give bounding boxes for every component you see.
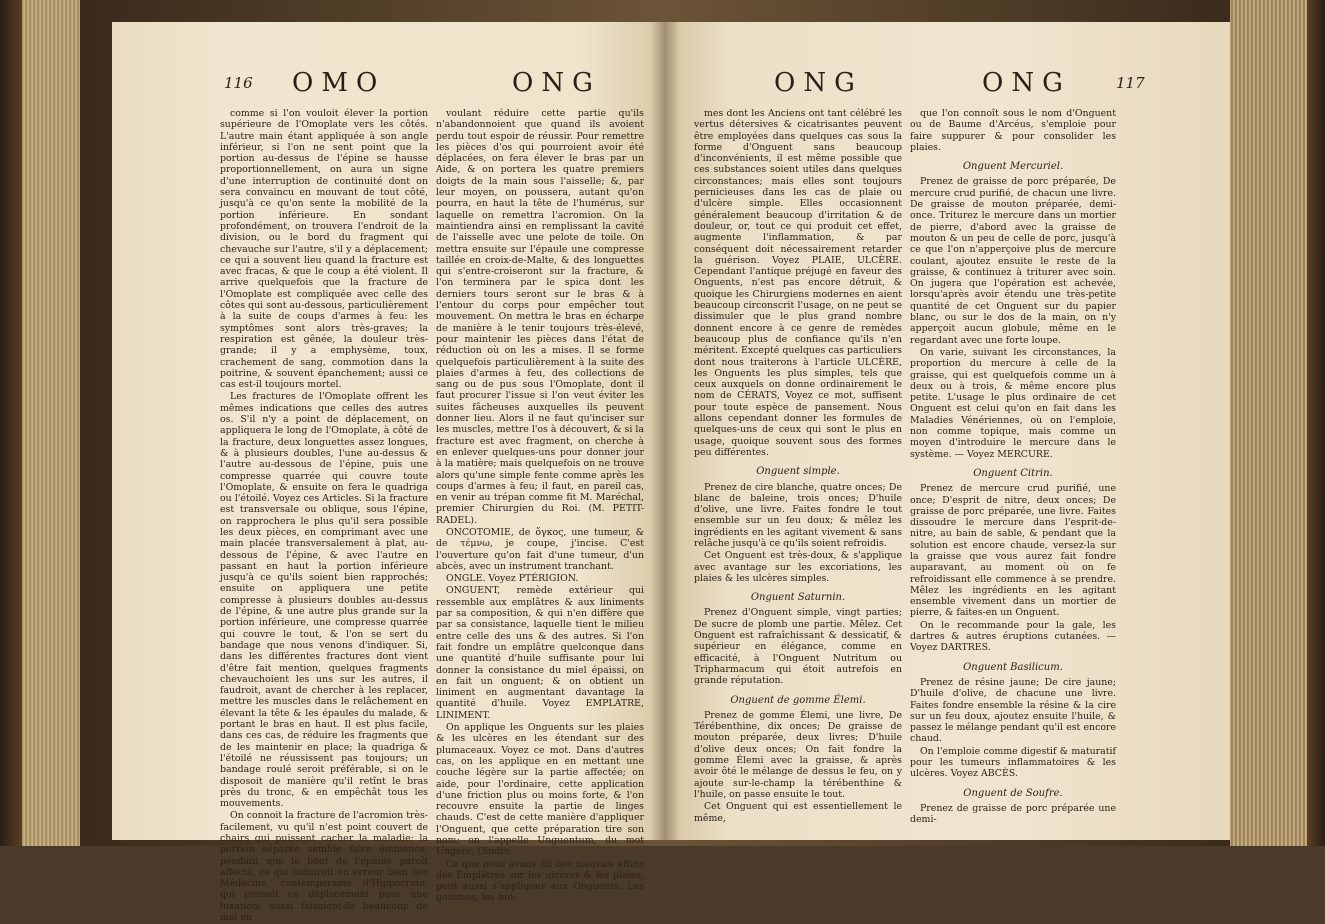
paragraph: que l'on connoît sous le nom d'Onguent ou de Baume d'Arcéus, s'emploie pour faire suppurer & pour consolider les plaies. xyxy=(910,108,1116,153)
section-title: Onguent simple. xyxy=(756,466,840,478)
paragraph: Cet Onguent est très-doux, & s'applique avec avantage sur les excoriations, les plaies & les ulcères simples. xyxy=(694,550,902,584)
recipe: Prenez de résine jaune; De cire jaune; D'huile d'olive, de chacune une livre. Faites fondre ensemble la résine & la cire sur un feu doux, ajoutez ensuite l'huile, & passez le mélange pendant qu'il est encore chaud. xyxy=(910,676,1116,745)
binding-right xyxy=(1307,0,1325,846)
paragraph: mes dont les Anciens ont tant célébré les vertus détersives & cicatrisantes peuvent être employées dans quelques cas sous la forme d'Onguent sans beaucoup d'inconvénients, il est même possible que ces substances soient utiles dans quelques circonstances; mais elles sont toujours pernicieuses dans les cas de plaie ou d'ulcère simple. Elles occasionnent généralement beaucoup d'irritation & de douleur, or, tout ce qui produit cet effet, augmente l'inflammation, & par conséquent doit nécessairement retarder la guérison. Voyez PLAIE, ULCÈRE. Cependant l'antique préjugé en faveur des Onguents, n'est pas encore détruit, & quoique les Chirurgiens modernes en aient beaucoup circonscrit l'usage, on ne peut se dissimuler que le plus grand nombre donnent encore à ce genre de remèdes beaucoup plus de confiance qu'ils n'en méritent. Excepté quelques cas particuliers dont nous traiterons à l'article ULCÈRE, les Onguents les plus simples, tels que ceux auxquels on donne ordinairement le nom de CÉRATS, Voyez ce mot, suffisent pour toute espèce de pansement. Nous allons cependant donner les formules de quelques-uns de ceux qui sont le plus en usage, quoique souvent sous des formes peu différentes. xyxy=(694,108,902,458)
gutter-shadow xyxy=(650,22,680,840)
recipe: Prenez d'Onguent simple, vingt parties; De sucre de plomb une partie. Mêlez. Cet Onguent est rafraîchissant & dessicatif, & supérieur en élégance, comme en efficacité, à l'Onguent Nutritum ou Tripharmacum qui étoit autrefois en grande réputation. xyxy=(694,607,902,687)
running-head-right-2: ONG xyxy=(982,68,1071,98)
paragraph: On varie, suivant les circonstances, la proportion du mercure à celle de la graisse, qui est quelquefois comme un à deux ou à trois, & même encore plus petite. L'usage le plus ordinaire de cet Onguent est celui qu'on en fait dans les Maladies Vénériennes, où on l'emploie, non comme topique, mais comme un moyen d'introduire le mercure dans le système. — Voyez MERCURE. xyxy=(910,346,1116,460)
recipe: Prenez de graisse de porc préparée une demi- xyxy=(910,802,1116,826)
paragraph: Ce que nous avons dit des mauvais effets des Emplâtres sur les ulcères & les plaies, peut aussi s'appliquer aux Onguents. Les gommes, les hui- xyxy=(436,858,644,904)
paragraph: ONGLE. Voyez PTÉRIGION. xyxy=(446,573,579,585)
left-column-2 xyxy=(436,108,644,905)
section-title: Onguent Citrin. xyxy=(973,467,1053,479)
paragraph: On l'emploie comme digestif & maturatif pour les tumeurs inflammatoires & les ulcères. Voyez ABCÈS. xyxy=(910,745,1116,780)
paragraph: On applique les Onguents sur les plaies & les ulcères en les étendant sur des plumaceaux. Voyez ce mot. Dans d'autres cas, on les applique en en mettant une couche légère sur la partie affectée; on aide, pour l'ordinaire, cette application d'une friction plus ou moins forte, & l'on recouvre ensuite la partie de linges chauds. C'est de cette manière d'appliquer l'Onguent, que cette préparation tire son nom; on l'appelle Unguentum, du mot Ungere, Oindre. xyxy=(436,722,644,858)
left-page xyxy=(112,22,664,924)
paragraph: ONCOTOMIE, de ὄγκος, une tumeur, & de τέμνω, je coupe, j'incise. C'est l'ouverture qu'on fait d'une tumeur, d'un abcès, avec un instrument tranchant. xyxy=(436,526,644,572)
recipe: Prenez de graisse de porc préparée, De mercure crud purifié, de chacun une livre. De graisse de mouton préparée, demi-once. Triturez le mercure dans un mortier de pierre, d'abord avec la graisse de mouton & un peu de celle de porc, jusqu'à ce que l'on n'apperçoive plus de mercure coulant, ajoutez ensuite le reste de la graisse, & continuez à triturer avec soin. On jugera que l'opération est achevée, lorsqu'après avoir étendu une très-petite quantité de cet Onguent sur du papier blanc, ou sur le dos de la main, on n'y apperçoit aucun globule, même en le regardant avec une forte loupe. xyxy=(910,176,1116,346)
recipe: Prenez de mercure crud purifié, une once; D'esprit de nitre, deux onces; De graisse de porc préparée, une livre. Faites dissoudre le mercure dans l'esprit-de-nitre, au bain de sable, & pendant que la solution est encore chaude, versez-la sur la graisse que vous aurez fait fondre auparavant, au moment où on fe refroidissant elle commence à se prendre. Mêlez les ingrédients en les agitant ensemble vivement dans un mortier de pierre, & faites-en un Onguent. xyxy=(910,483,1116,619)
section-title: Onguent Basilicum. xyxy=(963,661,1063,673)
right-column-1 xyxy=(694,108,902,825)
binding-left xyxy=(0,0,22,846)
section-title: Onguent de Soufre. xyxy=(963,787,1063,799)
paragraph: On le recommande pour la gale, les dartres & autres éruptions cutanées. — Voyez DARTRES. xyxy=(910,619,1116,654)
section-title: Onguent de gomme Élemi. xyxy=(730,694,866,706)
paragraph: voulant réduire cette partie qu'ils n'abandonnoient que quand ils avoient perdu tout espoir de réussir. Pour remettre les pièces d'os qui pourroient avoir été déplacées, on fera élever le bras par un Aide, & on portera les quatre premiers doigts de la main sous l'aisselle; &, par leur moyen, on poussera, autant qu'on pourra, en haut la tête de l'humérus, sur laquelle on remettra l'acromion. On la maintiendra ainsi en remplissant la cavité de l'aisselle avec une pelote de toile. On mettra ensuite sur l'épaule une compresse taillée en croix-de-Malte, & des longuettes qui s'entre-croiseront sur la fracture, & l'on terminera par le spica dont les derniers tours seront sur le bras & à l'entour du corps pour empêcher tout mouvement. On mettra le bras en écharpe de manière à le tenir toujours très-élevé, pour maintenir les pièces dans l'état de réduction où on les a mises. Il se forme quelquefois particulièrement à la suite des plaies d'armes à feu, des collections de sang ou de pus sous l'Omoplate, dont il faut procurer l'issue si l'on veut éviter les suites fâcheuses auxquelles ils peuvent donner lieu. Alors il ne faut qu'inciser sur les muscles, mettre l'os à découvert, & si la fracture est avec fragment, on cherche à en enlever quelques-uns pour donner jour à la matière; mais quelquefois on ne trouve alors qu'une simple fente comme après les coups d'armes à feu; il faut, en pareil cas, en venir au trépan comme fit M. Maréchal, premier Chirurgien du Roi. (M. PETIT-RADEL). xyxy=(436,108,644,526)
running-head-right-1: ONG xyxy=(774,68,863,98)
right-page xyxy=(664,22,1230,840)
paragraph: Les fractures de l'Omoplate offrent les mêmes indications que celles des autres os. S'il n'y a point de déplacement, on appliquera le long de l'Omoplate, à côté de la fracture, deux longuettes assez longues, & à plusieurs doubles, l'une au-dessus & l'autre au-dessous de l'épine, puis une compresse quarrée qui couvre toute l'Omoplate, & ensuite on fera le quadriga ou l'étoilé. Voyez ces Articles. Si la fracture est transversale ou oblique, sous l'épine, on rapprochera le plus qu'il sera possible les deux pièces, en comprimant avec une main placée transversalement à plat, au-dessous de l'épine, & avec l'autre en passant en haut la portion inférieure jusqu'à ce qu'ils soient bien rapprochés; ensuite on appliquera une petite compresse à plusieurs doubles au-dessus de l'épine, & une autre plus grande sur la portion inférieure, une compresse quarrée qui couvre le tout, & l'on se sert du bandage que nous venons d'indiquer. Si, dans les différentes fractures dont vient d'être fait mention, quelques fragments chevauchoient les uns sur les autres, il faudroit, avant de chercher à les replacer, mettre les muscles dans le relâchement en élevant la tête & les épaules du malade, & portant le bras en haut. Il est plus facile, dans ces cas, de réduire les fragments que de les maintenir en place; la quadriga & l'étoilé ne réussissent pas toujours; un bandage roulé seroit préférable, si on le disposoit de manière qu'il retînt le bras près du tronc, & en empêchât tous les mouvements. xyxy=(220,391,428,810)
section-title: Onguent Mercuriel. xyxy=(962,161,1064,173)
paragraph: On connoit la fracture de l'acromion très-facilement, vu qu'il n'est point couvert de chairs qui puissent cacher la maladie; la portion séparée semble faire éminence, pendant que le bout de l'épaule paroît affecté, ce qui induiroit en erreur bien des Médecins, contemporains d'Hippocrate, qui prenoit ce déplacement pour une luxation; aussi faisoient-ils beaucoup de mal en xyxy=(220,810,428,924)
paragraph: Cet Onguent qui est essentiellement le même, xyxy=(694,801,902,824)
running-head-left-1: OMO xyxy=(292,68,386,98)
paragraph: comme si l'on vouloit élever la portion supérieure de l'Omoplate vers les côtés. L'autre main étant appliquée à son angle inférieur, si l'on ne sent point que la portion au-dessus de l'épine se hausse proportionnellement, on aura un signe d'une interruption de continuité dont on sera convaincu en mouvant de tout côté, jusqu'à ce qu'on sente la mobilité de la portion inférieure. En sondant profondément, on trouvera l'endroit de la division, ou le bord du fragment qui chevauche sur l'autre, s'il y a déplacement; ce qui a souvent lieu quand la fracture est avec fracas, & que le coup a été violent. Il arrive quelquefois que la fracture de l'Omoplate est compliquée avec celle des côtes qui sont au-dessous, particulièrement à la suite de coups d'armes à feu: les symptômes sont alors très-graves; la respiration est gênée, la douleur très-grande; il y a emphysème, toux, crachement de sang, commotion dans la poitrine, & souvent épanchement; aussi ce cas est-il toujours mortel. xyxy=(220,108,428,391)
running-head-left-2: ONG xyxy=(512,68,601,98)
section-title: Onguent Saturnin. xyxy=(750,592,846,604)
page-number-right: 117 xyxy=(1116,74,1145,92)
left-column-1 xyxy=(220,108,428,924)
paragraph: ONGUENT, remède extérieur qui ressemble aux emplâtres & aux liniments par sa composition, & qui n'en diffère que par sa consistance, laquelle tient le milieu entre celle des uns & des autres. Si l'on fait fondre un emplâtre quelconque dans une quantité d'huile suffisante pour lui donner la consistance du miel épaissi, on en fait un onguent; & on obtient un liniment en augmentant davantage la quantité d'huile. Voyez EMPLATRE, LINIMENT. xyxy=(436,585,644,721)
recipe: Prenez de cire blanche, quatre onces; De blanc de baleine, trois onces; D'huile d'olive, une livre. Faites fondre le tout ensemble sur un feu doux; & mêlez les ingrédients en les agitant vivement & sans relâche jusqu'à ce qu'ils soient refroidis. xyxy=(694,481,902,549)
page-number-left: 116 xyxy=(224,74,253,92)
recipe: Prenez de gomme Élemi, une livre, De Térébenthine, dix onces; De graisse de mouton préparée, deux livres; D'huile d'olive deux onces; On fait fondre la gomme Élemi avec la graisse, & après avoir ôté le mélange de dessus le feu, on y ajoute sur-le-champ la térébenthine & l'huile, on passe ensuite le tout. xyxy=(694,709,902,800)
right-column-2 xyxy=(910,108,1116,827)
